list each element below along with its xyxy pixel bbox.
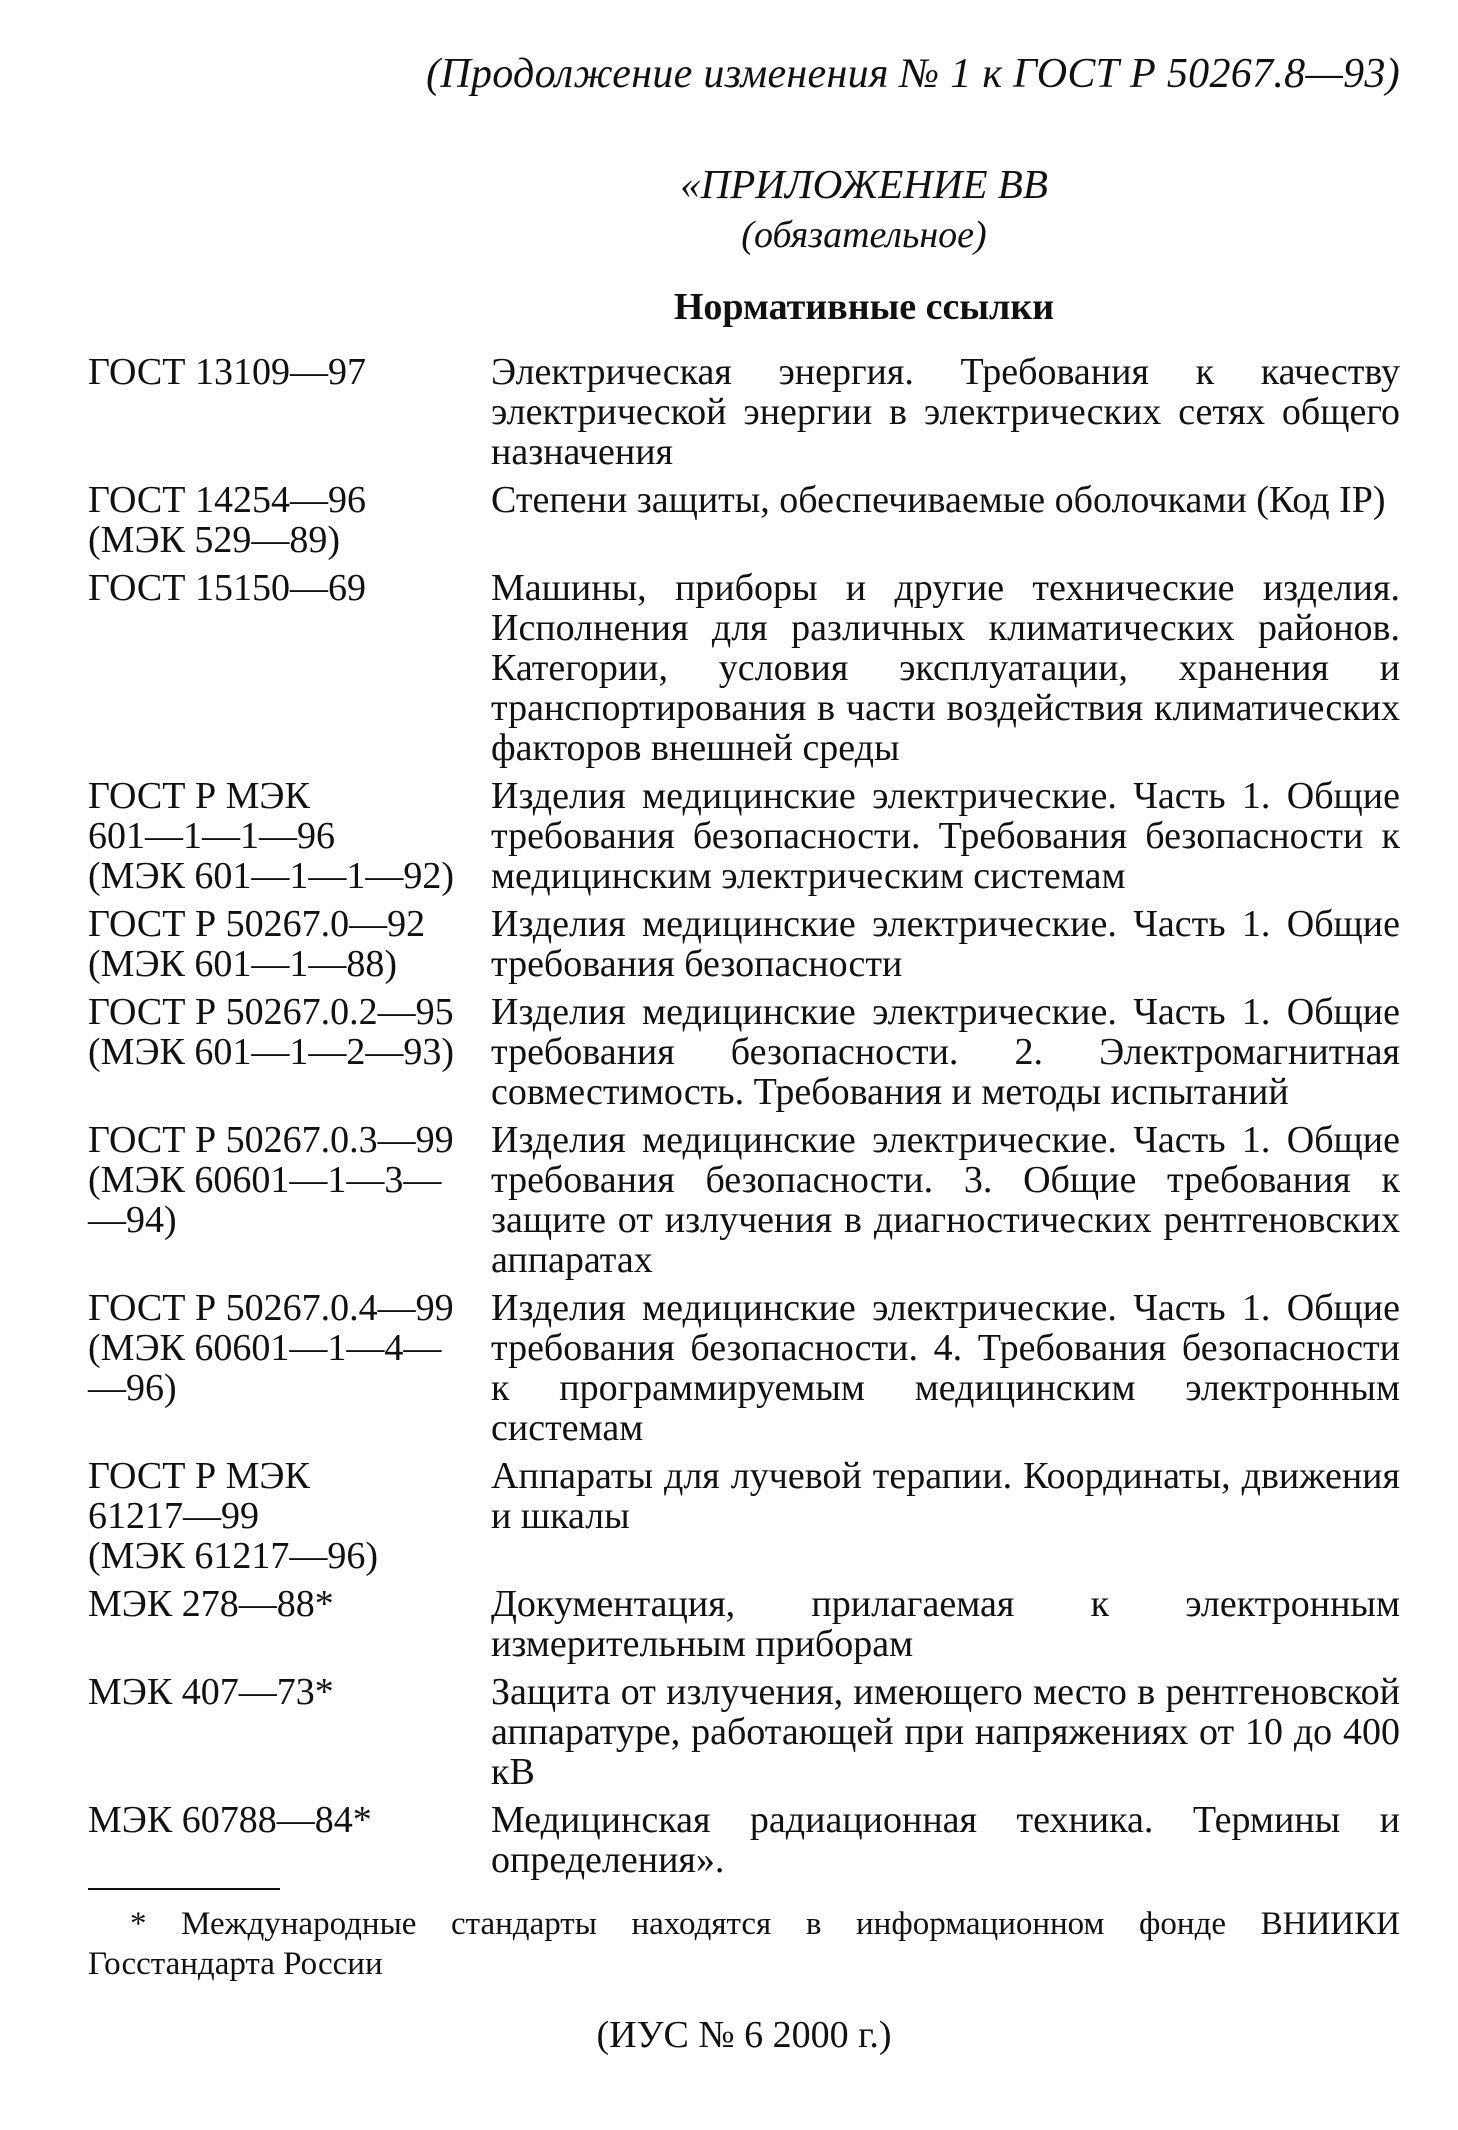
reference-row <box>88 1120 1400 1280</box>
reference-row <box>88 776 1400 896</box>
reference-title: Изделия медицинские электрические. Часть 1. Общие требования безопасности. 4. Требования безопасности к программируемым медицинским электронным системам <box>491 1287 1400 1449</box>
reference-title: Защита от излучения, имеющего место в рентгеновской аппаратуре, работающей при напряжениях от 10 до 400 кВ <box>491 1671 1400 1793</box>
reference-row <box>88 1456 1400 1576</box>
continuation-header: (Продолжение изменения № 1 к ГОСТ Р 50267.8—93) <box>426 51 1400 97</box>
reference-row <box>88 1288 1400 1448</box>
reference-code: ГОСТ 15150—69 <box>88 567 366 609</box>
footnote-divider <box>88 1888 280 1890</box>
reference-code: ГОСТ Р 50267.0.2—95 (МЭК 601—1—2—93) <box>88 991 455 1073</box>
ius-reference: (ИУС № 6 2000 г.) <box>596 2014 892 2056</box>
reference-row <box>88 1584 1400 1664</box>
reference-row <box>88 480 1400 560</box>
reference-code: ГОСТ Р 50267.0.3—99 (МЭК 60601—1—3— —94) <box>88 1119 454 1241</box>
reference-code: МЭК 407—73* <box>88 1671 334 1713</box>
section-title: Нормативные ссылки <box>673 286 1055 328</box>
reference-code: ГОСТ Р МЭК 601—1—1—96 (МЭК 601—1—1—92) <box>88 775 455 897</box>
reference-title: Изделия медицинские электрические. Часть 1. Общие требования безопасности <box>491 903 1400 985</box>
reference-row <box>88 1672 1400 1792</box>
reference-title: Электрическая энергия. Требования к качеству электрической энергии в электрических сетях общего назначения <box>491 351 1400 473</box>
reference-code: ГОСТ Р МЭК 61217—99 (МЭК 61217—96) <box>88 1455 379 1577</box>
reference-code: ГОСТ 14254—96 (МЭК 529—89) <box>88 479 366 561</box>
reference-code: МЭК 60788—84* <box>88 1799 372 1841</box>
reference-title: Медицинская радиационная техника. Термины и определения». <box>491 1799 1400 1881</box>
reference-code: ГОСТ 13109—97 <box>88 351 366 393</box>
appendix-subtitle: (обязательное) <box>741 214 987 256</box>
reference-row <box>88 992 1400 1112</box>
reference-code: МЭК 278—88* <box>88 1583 334 1625</box>
reference-row <box>88 568 1400 768</box>
footnote: * Международные стандарты находятся в информационном фонде ВНИИКИ Госстандарта России <box>88 1906 1400 1982</box>
reference-row <box>88 904 1400 984</box>
reference-row <box>88 352 1400 472</box>
reference-code: ГОСТ Р 50267.0.4—99 (МЭК 60601—1—4— —96) <box>88 1287 454 1409</box>
reference-title: Документация, прилагаемая к электронным измерительным приборам <box>491 1583 1400 1665</box>
reference-row <box>88 1800 1400 1880</box>
reference-title: Аппараты для лучевой терапии. Координаты, движения и шкалы <box>491 1455 1400 1537</box>
references-list <box>88 352 1400 1880</box>
reference-title: Степени защиты, обеспечиваемые оболочками (Код IP) <box>491 479 1386 521</box>
reference-title: Машины, приборы и другие технические изделия. Исполнения для различных климатических районов. Категории, условия эксплуатации, хранения и транспортирования в части воздействия климатических факторов внешней среды <box>491 567 1400 769</box>
reference-code: ГОСТ Р 50267.0—92 (МЭК 601—1—88) <box>88 903 426 985</box>
document-page <box>88 48 1400 2060</box>
reference-title: Изделия медицинские электрические. Часть 1. Общие требования безопасности. Требования безопасности к медицинским электрическим системам <box>491 775 1400 897</box>
reference-title: Изделия медицинские электрические. Часть 1. Общие требования безопасности. 2. Электромагнитная совместимость. Требования и методы испытаний <box>491 991 1400 1113</box>
appendix-title: «ПРИЛОЖЕНИЕ ВВ <box>680 161 1048 207</box>
reference-title: Изделия медицинские электрические. Часть 1. Общие требования безопасности. 3. Общие требования к защите от излучения в диагностических рентгеновских аппаратах <box>491 1119 1400 1281</box>
